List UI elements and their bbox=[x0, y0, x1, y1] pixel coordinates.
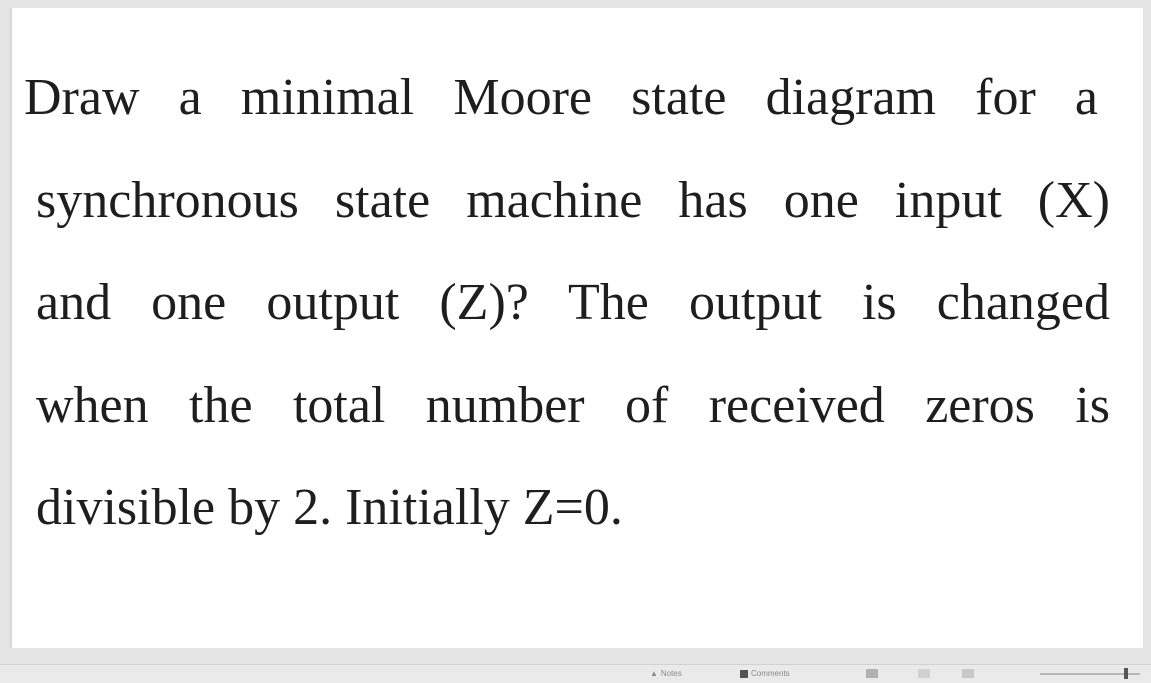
comments-button[interactable] bbox=[740, 669, 790, 679]
question-page bbox=[10, 8, 1143, 648]
status-bar bbox=[0, 664, 1151, 683]
reading-view-button[interactable] bbox=[962, 669, 974, 678]
notes-label: Notes bbox=[660, 669, 682, 678]
notes-icon: ▲ bbox=[650, 669, 658, 678]
comments-icon bbox=[740, 670, 748, 678]
notes-button[interactable] bbox=[650, 669, 682, 679]
question-line-5: divisible by 2. Initially Z=0. bbox=[36, 479, 623, 536]
comments-label: Comments bbox=[751, 669, 790, 678]
zoom-slider-handle[interactable] bbox=[1124, 668, 1128, 679]
question-line-4: when the total number of received zeros is bbox=[36, 377, 1110, 434]
question-line-3: and one output (Z)? The output is changed bbox=[36, 274, 1110, 331]
question-line-1: Draw a minimal Moore state diagram for a bbox=[24, 69, 1098, 126]
slide-sorter-view-button[interactable] bbox=[918, 669, 930, 678]
question-line-2: synchronous state machine has one input (X) bbox=[36, 172, 1110, 229]
normal-view-button[interactable] bbox=[866, 669, 878, 678]
